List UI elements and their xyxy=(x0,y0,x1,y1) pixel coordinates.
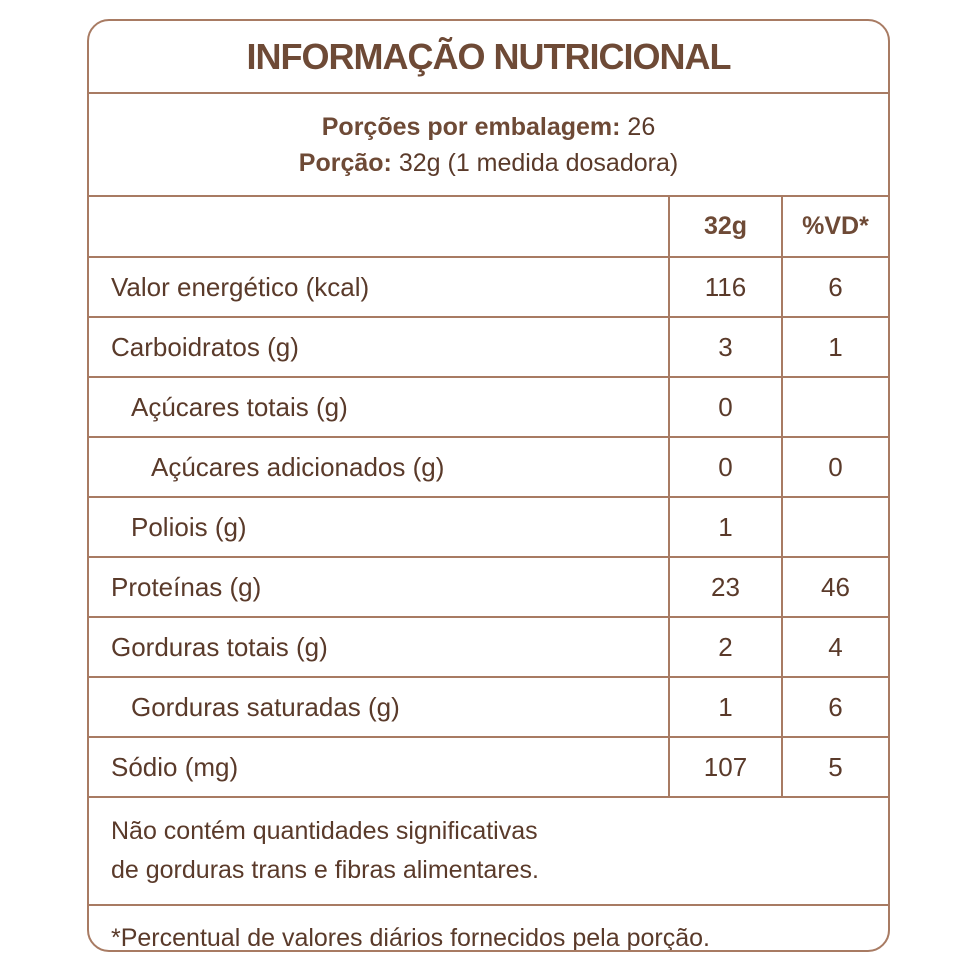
notes-line-1: Não contém quantidades significativas xyxy=(111,817,538,845)
servings-value: 26 xyxy=(620,112,656,141)
nutrient-label: Proteínas (g) xyxy=(89,558,670,616)
header-vd: %VD* xyxy=(802,212,869,240)
nutrient-vd xyxy=(783,378,888,436)
nutrient-label: Poliois (g) xyxy=(89,498,670,556)
nutrient-vd: 6 xyxy=(828,691,843,722)
nutrient-vd: 1 xyxy=(828,331,843,362)
table-row xyxy=(89,498,888,558)
portion-label: Porção: xyxy=(298,148,392,177)
notes-line-2: de gorduras trans e fibras alimentares. xyxy=(111,856,539,884)
table-row xyxy=(89,558,888,618)
nutrient-vd: 46 xyxy=(821,571,850,602)
nutrient-vd: 0 xyxy=(828,451,843,482)
nutrient-amount: 0 xyxy=(670,378,783,436)
header-amount: 32g xyxy=(670,197,783,256)
table-row xyxy=(89,618,888,678)
notes-block xyxy=(89,798,888,906)
table-row xyxy=(89,318,888,378)
table-row xyxy=(89,258,888,318)
nutrient-label: Carboidratos (g) xyxy=(89,318,670,376)
nutrient-amount: 1 xyxy=(670,498,783,556)
panel-title: INFORMAÇÃO NUTRICIONAL xyxy=(89,21,888,94)
header-label-cell xyxy=(89,197,670,256)
nutrient-label: Açúcares adicionados (g) xyxy=(89,438,670,496)
nutrient-vd: 6 xyxy=(828,271,843,302)
nutrient-amount: 107 xyxy=(670,738,783,796)
servings-label: Porções por embalagem: xyxy=(321,112,621,141)
nutrient-label: Sódio (mg) xyxy=(89,738,670,796)
nutrient-vd: 4 xyxy=(828,631,843,662)
nutrient-amount: 116 xyxy=(670,258,783,316)
nutrient-amount: 23 xyxy=(670,558,783,616)
table-row xyxy=(89,678,888,738)
nutrient-label: Açúcares totais (g) xyxy=(89,378,670,436)
nutrition-facts-panel xyxy=(87,19,890,952)
portion-value: 32g (1 medida dosadora) xyxy=(391,148,679,177)
nutrient-vd xyxy=(783,498,888,556)
nutrient-label: Gorduras saturadas (g) xyxy=(89,678,670,736)
nutrient-amount: 2 xyxy=(670,618,783,676)
nutrient-label: Gorduras totais (g) xyxy=(89,618,670,676)
nutrient-vd: 5 xyxy=(828,751,843,782)
table-row xyxy=(89,378,888,438)
table-header-row xyxy=(89,197,888,258)
portion-info xyxy=(89,94,888,197)
table-row xyxy=(89,738,888,798)
portion-line xyxy=(299,145,678,181)
nutrient-amount: 1 xyxy=(670,678,783,736)
table-row xyxy=(89,438,888,498)
nutrient-amount: 3 xyxy=(670,318,783,376)
nutrient-label: Valor energético (kcal) xyxy=(89,258,670,316)
footnote: *Percentual de valores diários fornecidos pela porção. xyxy=(111,923,710,952)
nutrient-amount: 0 xyxy=(670,438,783,496)
servings-line xyxy=(322,109,655,145)
